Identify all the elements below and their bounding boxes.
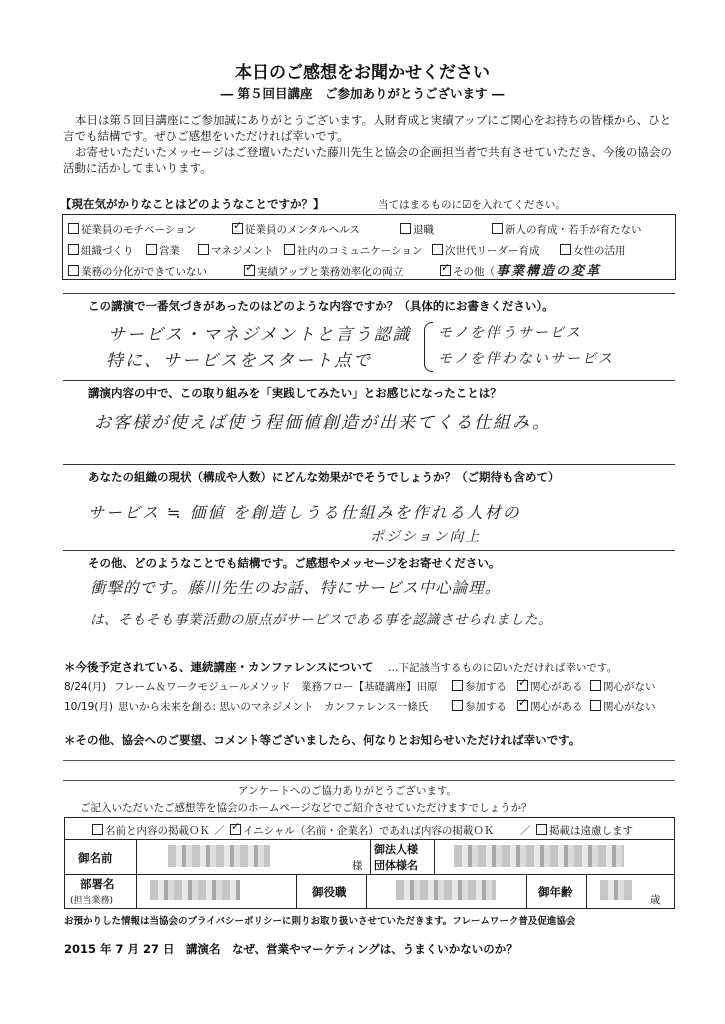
q4-heading: あなたの組織の現状（構成や人数）にどんな効果がでそうでしょうか？（ご期待も含めて）	[88, 470, 560, 484]
name-suffix: 様	[352, 860, 363, 872]
table-line	[586, 874, 587, 909]
q5-answer-line1: 衝撃的です。藤川先生のお話、特にサービス中心論理。	[90, 579, 502, 597]
events-note: …下記該当するものに☑いただければ幸いです。	[388, 662, 618, 674]
checkbox[interactable]	[198, 244, 209, 255]
checkbox[interactable]	[452, 680, 463, 691]
name-label: 御名前	[78, 851, 113, 865]
checkbox-checked[interactable]	[232, 223, 243, 234]
q1-other-answer: 事業構造の変革	[496, 264, 602, 279]
option-sales[interactable]: 営業	[146, 243, 180, 258]
checkbox[interactable]	[432, 244, 443, 255]
checkbox[interactable]	[452, 700, 463, 711]
checkbox-checked[interactable]	[244, 265, 255, 276]
footer-thanks: アンケートへのご協力ありがとうございます。	[238, 785, 458, 797]
intro-paragraph-1: 本日は第５回目講座にご参加誠にありがとうございます。人財育成と実績アップにご関心をお持ちの皆様から、ひと言でも結構です。ぜひご感想をいただければ幸いです。	[63, 113, 672, 143]
checkbox[interactable]	[536, 824, 547, 835]
option-division[interactable]: 業務の分化ができていない	[68, 264, 207, 279]
table-line	[366, 874, 367, 909]
consent-initial-ok[interactable]: ✓ イニシャル（名前・企業名）であれば内容の掲載ＯＫ	[230, 823, 494, 838]
events-heading: ＊今後予定されている、連続講座・カンファレンスについて	[64, 660, 374, 674]
table-line	[296, 874, 297, 909]
table-line	[434, 839, 435, 874]
age-redacted	[600, 880, 632, 900]
age-suffix: 歳	[650, 894, 661, 906]
privacy-notice: お預かりした情報は当協会のプライバシーポリシーに則りお取り扱いさせていただきます。フレームワーク普及促進協会	[64, 916, 576, 927]
q1-heading: 【現在気がかりなことはどのようなことですか？】	[60, 197, 325, 211]
checkbox[interactable]	[400, 223, 411, 234]
option-resignation[interactable]: 退職	[400, 222, 434, 237]
q5-heading: その他、どのようなことでも結構です。ご感想やメッセージをお寄せください。	[88, 556, 501, 570]
event2-not-interested[interactable]: 関心がない	[590, 699, 656, 714]
checkbox[interactable]	[68, 223, 79, 234]
write-line	[63, 780, 675, 781]
checkbox-checked[interactable]	[440, 265, 451, 276]
option-newcomer-training[interactable]: 新人の育成・若手が育たない	[492, 222, 642, 237]
option-motivation[interactable]: 従業員のモチベーション	[68, 222, 196, 237]
q3-heading: 講演内容の中で、この取り組みを「実践してみたい」とお感じになったことは？	[88, 386, 502, 400]
table-line	[370, 839, 371, 874]
event2-attend[interactable]: 参加する	[452, 699, 507, 714]
q5-answer-line2: は、そもそも事業活動の原点がサービスである事を認識させられました。	[90, 612, 552, 628]
event-title-2: 思いから未来を創る: 思いのマネジメント カンファレンス一條氏	[118, 701, 429, 713]
checkbox[interactable]	[284, 244, 295, 255]
option-results-efficiency[interactable]: ✓ 実績アップと業務効率化の両立	[244, 264, 403, 279]
q4-answer-line2: ポジション向上	[370, 529, 482, 545]
checkbox[interactable]	[68, 265, 79, 276]
intro-text	[63, 112, 673, 176]
dept-redacted	[150, 880, 240, 900]
q2-answer-line2: 特に、サービスをスタート点で	[106, 351, 372, 371]
event-date-2: 10/19(月)	[64, 701, 113, 713]
option-next-leaders[interactable]: 次世代リーダー育成	[432, 243, 540, 258]
page-title: 本日のご感想をお聞かせください	[235, 63, 490, 83]
company-redacted	[454, 845, 624, 867]
page-subtitle: ― 第５回目講座 ご参加ありがとうございます ―	[220, 86, 505, 101]
option-management[interactable]: マネジメント	[198, 243, 274, 258]
event1-attend[interactable]: 参加する	[452, 679, 507, 694]
q4-answer-line1: サービス ≒ 価値 を創造しうる仕組みを作れる人材の	[88, 503, 521, 522]
event-title-1: フレーム＆ワークモジュールメソッド 業務フロー【基礎講座】田原	[114, 681, 438, 693]
event-date-1: 8/24(月)	[64, 681, 107, 693]
checkbox[interactable]	[92, 824, 103, 835]
event1-interested[interactable]: ✓ 関心がある	[517, 679, 583, 694]
dept-sub: (担当業務)	[70, 896, 114, 906]
q2-bracket-line1: モノを伴うサービス	[438, 325, 582, 341]
option-organization[interactable]: 組織づくり	[68, 243, 134, 258]
bracket	[424, 322, 433, 372]
q3-answer: お客様が使えば使う程価値創造が出来てくる仕組み。	[94, 413, 552, 433]
checkbox[interactable]	[492, 223, 503, 234]
consent-decline[interactable]: 掲載は遠慮します	[536, 823, 633, 838]
checkbox[interactable]	[146, 244, 157, 255]
divider	[63, 293, 675, 294]
checkbox[interactable]	[560, 244, 571, 255]
write-line	[63, 760, 675, 761]
q2-answer-line1: サービス・マネジメントと言う認識	[108, 325, 412, 345]
divider	[63, 464, 675, 465]
position-redacted	[396, 880, 496, 900]
lecture-info: 2015 年 7 月 27 日 講演名 なぜ、営業やマーケティングは、うまくいかないのか？	[64, 942, 518, 956]
divider	[63, 380, 675, 381]
checkbox-checked[interactable]	[230, 824, 241, 835]
consent-sep: ／	[520, 825, 531, 837]
consent-sep: ／	[214, 825, 225, 837]
requests-heading: ＊その他、協会へのご要望、コメント等ございましたら、何なりとお知らせいただければ幸いです。	[64, 733, 581, 747]
checkbox[interactable]	[590, 700, 601, 711]
checkbox[interactable]	[590, 680, 601, 691]
position-label: 御役職	[312, 885, 347, 899]
option-mental-health[interactable]: ✓ 従業員のメンタルヘルス	[232, 222, 360, 237]
table-line	[526, 874, 527, 909]
dept-label: 部署名	[80, 877, 115, 891]
q2-heading: この講演で一番気づきがあったのはどのような内容ですか？（具体的にお書きください）。	[88, 299, 554, 313]
name-redacted	[168, 845, 270, 867]
divider	[63, 550, 675, 551]
checkbox[interactable]	[68, 244, 79, 255]
intro-paragraph-2: お寄せいただいたメッセージはご登壇いただいた藤川先生と協会の企画担当者で共有させていただき、今後の協会の活動に活かしてまいります。	[63, 145, 672, 175]
consent-question: ご記入いただいたご感想等を協会のホームページなどでご紹介させていただけますでしょうか？	[80, 802, 532, 814]
q1-note: 当てはまるものに☑を入れてください。	[378, 199, 566, 211]
option-other[interactable]: ✓ その他（	[440, 264, 495, 279]
consent-name-ok[interactable]: 名前と内容の掲載ＯＫ	[92, 823, 210, 838]
checkbox-checked[interactable]	[517, 700, 528, 711]
table-line	[136, 839, 137, 909]
q2-bracket-line2: モノを伴わないサービス	[438, 351, 614, 367]
table-line	[64, 874, 675, 875]
checkbox-checked[interactable]	[517, 680, 528, 691]
age-label: 御年齢	[538, 885, 573, 899]
option-women[interactable]: 女性の活用	[560, 243, 626, 258]
event1-not-interested[interactable]: 関心がない	[590, 679, 656, 694]
event2-interested[interactable]: ✓ 関心がある	[517, 699, 583, 714]
company-label-2: 団体様名	[374, 859, 418, 872]
company-label-1: 御法人様	[374, 843, 418, 856]
option-communication[interactable]: 社内のコミュニケーション	[284, 243, 422, 258]
